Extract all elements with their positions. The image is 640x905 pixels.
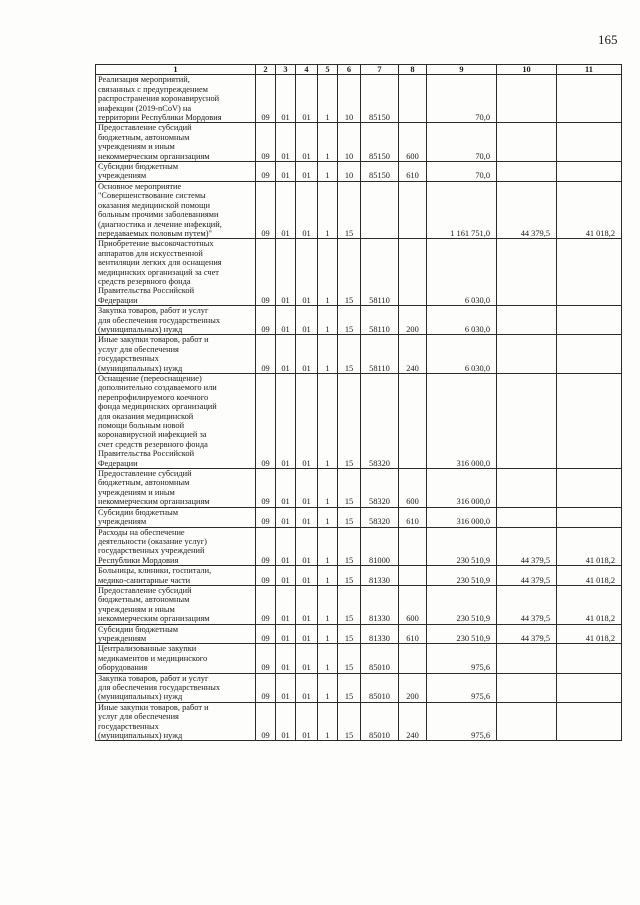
amount-cell-11: [557, 644, 622, 673]
amount-cell-9: 6 030,0: [427, 306, 497, 335]
code-cell-3: 01: [276, 585, 296, 624]
code-cell-8: [399, 374, 427, 469]
code-cell-5: 1: [318, 702, 338, 741]
code-cell-2: 09: [256, 75, 276, 123]
row-name-cell: Предоставление субсидий бюджетным, автономным учреждениям и иным некоммерческим организациям: [96, 123, 256, 162]
code-cell-8: [399, 566, 427, 586]
table-row: [96, 644, 622, 673]
amount-cell-9: 70,0: [427, 123, 497, 162]
code-cell-3: 01: [276, 239, 296, 306]
code-cell-6: 15: [338, 374, 361, 469]
code-cell-8: [399, 239, 427, 306]
code-cell-6: 15: [338, 335, 361, 374]
code-cell-5: 1: [318, 181, 338, 238]
amount-cell-10: [497, 123, 557, 162]
code-cell-4: 01: [296, 162, 318, 182]
amount-cell-9: 975,6: [427, 702, 497, 741]
code-cell-4: 01: [296, 527, 318, 566]
code-cell-2: 09: [256, 335, 276, 374]
code-cell-2: 09: [256, 239, 276, 306]
table-row: [96, 702, 622, 741]
code-cell-5: 1: [318, 644, 338, 673]
code-cell-2: 09: [256, 507, 276, 527]
code-cell-5: 1: [318, 673, 338, 702]
row-name-cell: Предоставление субсидий бюджетным, автономным учреждениям и иным некоммерческим организациям: [96, 469, 256, 508]
code-cell-8: 600: [399, 585, 427, 624]
code-cell-3: 01: [276, 527, 296, 566]
amount-cell-10: [497, 702, 557, 741]
code-cell-2: 09: [256, 702, 276, 741]
code-cell-4: 01: [296, 469, 318, 508]
code-cell-4: 01: [296, 673, 318, 702]
code-cell-3: 01: [276, 335, 296, 374]
code-cell-5: 1: [318, 566, 338, 586]
code-cell-3: 01: [276, 374, 296, 469]
code-cell-4: 01: [296, 644, 318, 673]
code-cell-8: 200: [399, 673, 427, 702]
code-cell-7: 81330: [361, 624, 399, 644]
code-cell-3: 01: [276, 702, 296, 741]
code-cell-6: 15: [338, 644, 361, 673]
amount-cell-11: 41 018,2: [557, 527, 622, 566]
code-cell-8: 610: [399, 507, 427, 527]
code-cell-5: 1: [318, 239, 338, 306]
code-cell-3: 01: [276, 566, 296, 586]
row-name-cell: Предоставление субсидий бюджетным, автономным учреждениям и иным некоммерческим организациям: [96, 585, 256, 624]
table-row: [96, 335, 622, 374]
code-cell-6: 15: [338, 702, 361, 741]
code-cell-2: 09: [256, 469, 276, 508]
code-cell-6: 15: [338, 507, 361, 527]
table-row: [96, 566, 622, 586]
code-cell-4: 01: [296, 75, 318, 123]
amount-cell-9: 6 030,0: [427, 335, 497, 374]
code-cell-2: 09: [256, 374, 276, 469]
code-cell-2: 09: [256, 673, 276, 702]
code-cell-7: 58110: [361, 335, 399, 374]
amount-cell-9: 6 030,0: [427, 239, 497, 306]
code-cell-7: 85010: [361, 673, 399, 702]
row-name-cell: Закупка товаров, работ и услуг для обеспечения государственных (муниципальных) нужд: [96, 306, 256, 335]
row-name-cell: Расходы на обеспечение деятельности (оказание услуг) государственных учреждений Республики Мордовия: [96, 527, 256, 566]
amount-cell-11: [557, 702, 622, 741]
code-cell-7: 58320: [361, 469, 399, 508]
code-cell-6: 15: [338, 673, 361, 702]
amount-cell-11: 41 018,2: [557, 624, 622, 644]
code-cell-5: 1: [318, 374, 338, 469]
code-cell-8: [399, 181, 427, 238]
code-cell-6: 15: [338, 585, 361, 624]
code-cell-8: 610: [399, 624, 427, 644]
amount-cell-9: 230 510,9: [427, 566, 497, 586]
row-name-cell: Основное мероприятие "Совершенствование системы оказания медицинской помощи больным прочими заболеваниями (диагностика и лечение инфекций, передаваемых половым путем)": [96, 181, 256, 238]
row-name-cell: Иные закупки товаров, работ и услуг для обеспечения государственных (муниципальных) нужд: [96, 702, 256, 741]
code-cell-6: 15: [338, 306, 361, 335]
table-row: [96, 239, 622, 306]
code-cell-3: 01: [276, 644, 296, 673]
amount-cell-11: 41 018,2: [557, 566, 622, 586]
code-cell-4: 01: [296, 239, 318, 306]
amount-cell-9: 316 000,0: [427, 507, 497, 527]
code-cell-6: 15: [338, 566, 361, 586]
amount-cell-11: [557, 239, 622, 306]
amount-cell-11: [557, 306, 622, 335]
code-cell-8: 240: [399, 335, 427, 374]
amount-cell-11: 41 018,2: [557, 585, 622, 624]
amount-cell-9: 70,0: [427, 162, 497, 182]
amount-cell-9: 230 510,9: [427, 624, 497, 644]
code-cell-3: 01: [276, 469, 296, 508]
table-row: [96, 527, 622, 566]
code-cell-8: 240: [399, 702, 427, 741]
code-cell-5: 1: [318, 306, 338, 335]
column-header: 10: [497, 65, 557, 75]
amount-cell-10: [497, 673, 557, 702]
code-cell-7: 58110: [361, 239, 399, 306]
amount-cell-9: 230 510,9: [427, 527, 497, 566]
table-row: [96, 374, 622, 469]
code-cell-5: 1: [318, 469, 338, 508]
row-name-cell: Субсидии бюджетным учреждениям: [96, 624, 256, 644]
amount-cell-10: 44 379,5: [497, 624, 557, 644]
column-header: 8: [399, 65, 427, 75]
budget-table: [95, 64, 622, 741]
amount-cell-10: [497, 162, 557, 182]
amount-cell-11: 41 018,2: [557, 181, 622, 238]
code-cell-3: 01: [276, 306, 296, 335]
amount-cell-9: 230 510,9: [427, 585, 497, 624]
row-name-cell: Субсидии бюджетным учреждениям: [96, 507, 256, 527]
amount-cell-10: [497, 239, 557, 306]
row-name-cell: Оснащение (переоснащение) дополнительно создаваемого или перепрофилируемого коечного фонда медицинских организаций для оказания медицинской помощи больным новой коронавирусной инфекцией за счет средств резервного фонда Правительства Российской Федерации: [96, 374, 256, 469]
code-cell-4: 01: [296, 374, 318, 469]
code-cell-4: 01: [296, 335, 318, 374]
code-cell-6: 15: [338, 624, 361, 644]
amount-cell-11: [557, 162, 622, 182]
code-cell-6: 10: [338, 162, 361, 182]
table-row: [96, 306, 622, 335]
row-name-cell: Приобретение высокочастотных аппаратов для искусственной вентиляции легких для оснащения медицинских организаций за счет средств резервного фонда Правительства Российской Федерации: [96, 239, 256, 306]
code-cell-2: 09: [256, 566, 276, 586]
code-cell-4: 01: [296, 181, 318, 238]
code-cell-3: 01: [276, 507, 296, 527]
amount-cell-11: [557, 75, 622, 123]
row-name-cell: Реализация мероприятий, связанных с предупреждением распространения коронавирусной инфекции (2019-nCoV) на территории Республики Мордовия: [96, 75, 256, 123]
table-header-row: [96, 65, 622, 75]
code-cell-4: 01: [296, 306, 318, 335]
amount-cell-10: 44 379,5: [497, 566, 557, 586]
code-cell-7: 81330: [361, 585, 399, 624]
amount-cell-10: 44 379,5: [497, 181, 557, 238]
code-cell-6: 15: [338, 527, 361, 566]
code-cell-8: 600: [399, 469, 427, 508]
code-cell-2: 09: [256, 527, 276, 566]
code-cell-3: 01: [276, 75, 296, 123]
row-name-cell: Субсидии бюджетным учреждениям: [96, 162, 256, 182]
code-cell-6: 10: [338, 123, 361, 162]
code-cell-4: 01: [296, 566, 318, 586]
code-cell-5: 1: [318, 162, 338, 182]
code-cell-8: [399, 527, 427, 566]
amount-cell-11: [557, 469, 622, 508]
code-cell-8: 610: [399, 162, 427, 182]
code-cell-4: 01: [296, 585, 318, 624]
code-cell-6: 15: [338, 239, 361, 306]
amount-cell-11: [557, 673, 622, 702]
amount-cell-9: 1 161 751,0: [427, 181, 497, 238]
column-header: 5: [318, 65, 338, 75]
code-cell-8: [399, 75, 427, 123]
row-name-cell: Больницы, клиники, госпитали, медико-санитарные части: [96, 566, 256, 586]
code-cell-5: 1: [318, 624, 338, 644]
code-cell-6: 15: [338, 181, 361, 238]
code-cell-2: 09: [256, 585, 276, 624]
table-row: [96, 507, 622, 527]
amount-cell-10: [497, 75, 557, 123]
column-header: 6: [338, 65, 361, 75]
code-cell-4: 01: [296, 624, 318, 644]
code-cell-2: 09: [256, 181, 276, 238]
code-cell-4: 01: [296, 507, 318, 527]
code-cell-7: [361, 181, 399, 238]
code-cell-2: 09: [256, 306, 276, 335]
code-cell-7: 58110: [361, 306, 399, 335]
code-cell-3: 01: [276, 162, 296, 182]
table-row: [96, 75, 622, 123]
code-cell-6: 10: [338, 75, 361, 123]
column-header: 11: [557, 65, 622, 75]
amount-cell-10: [497, 507, 557, 527]
code-cell-4: 01: [296, 123, 318, 162]
code-cell-5: 1: [318, 75, 338, 123]
table-row: [96, 469, 622, 508]
code-cell-8: 600: [399, 123, 427, 162]
code-cell-7: 85150: [361, 123, 399, 162]
table-row: [96, 673, 622, 702]
code-cell-5: 1: [318, 123, 338, 162]
row-name-cell: Иные закупки товаров, работ и услуг для обеспечения государственных (муниципальных) нужд: [96, 335, 256, 374]
column-header: 1: [96, 65, 256, 75]
column-header: 9: [427, 65, 497, 75]
code-cell-4: 01: [296, 702, 318, 741]
code-cell-5: 1: [318, 585, 338, 624]
amount-cell-10: [497, 469, 557, 508]
amount-cell-10: [497, 335, 557, 374]
code-cell-3: 01: [276, 673, 296, 702]
amount-cell-11: [557, 335, 622, 374]
amount-cell-11: [557, 507, 622, 527]
code-cell-7: 85010: [361, 644, 399, 673]
code-cell-3: 01: [276, 624, 296, 644]
code-cell-2: 09: [256, 162, 276, 182]
code-cell-5: 1: [318, 335, 338, 374]
row-name-cell: Централизованные закупки медикаментов и медицинского оборудования: [96, 644, 256, 673]
amount-cell-11: [557, 374, 622, 469]
code-cell-7: 85150: [361, 75, 399, 123]
amount-cell-10: [497, 374, 557, 469]
amount-cell-9: 316 000,0: [427, 469, 497, 508]
column-header: 2: [256, 65, 276, 75]
code-cell-2: 09: [256, 624, 276, 644]
amount-cell-10: 44 379,5: [497, 585, 557, 624]
code-cell-7: 58320: [361, 507, 399, 527]
row-name-cell: Закупка товаров, работ и услуг для обеспечения государственных (муниципальных) нужд: [96, 673, 256, 702]
code-cell-3: 01: [276, 123, 296, 162]
table-row: [96, 162, 622, 182]
amount-cell-10: [497, 306, 557, 335]
amount-cell-9: 70,0: [427, 75, 497, 123]
table-row: [96, 123, 622, 162]
code-cell-7: 81000: [361, 527, 399, 566]
amount-cell-10: [497, 644, 557, 673]
code-cell-2: 09: [256, 123, 276, 162]
code-cell-5: 1: [318, 507, 338, 527]
amount-cell-9: 975,6: [427, 644, 497, 673]
code-cell-7: 58320: [361, 374, 399, 469]
code-cell-8: [399, 644, 427, 673]
table-row: [96, 624, 622, 644]
amount-cell-9: 316 000,0: [427, 374, 497, 469]
code-cell-2: 09: [256, 644, 276, 673]
page-number: 165: [598, 32, 618, 47]
code-cell-5: 1: [318, 527, 338, 566]
table-row: [96, 585, 622, 624]
column-header: 7: [361, 65, 399, 75]
table-row: [96, 181, 622, 238]
code-cell-7: 85010: [361, 702, 399, 741]
column-header: 4: [296, 65, 318, 75]
code-cell-6: 15: [338, 469, 361, 508]
table-body: [96, 65, 622, 741]
code-cell-7: 81330: [361, 566, 399, 586]
code-cell-3: 01: [276, 181, 296, 238]
code-cell-7: 85150: [361, 162, 399, 182]
column-header: 3: [276, 65, 296, 75]
code-cell-8: 200: [399, 306, 427, 335]
amount-cell-9: 975,6: [427, 673, 497, 702]
amount-cell-10: 44 379,5: [497, 527, 557, 566]
amount-cell-11: [557, 123, 622, 162]
